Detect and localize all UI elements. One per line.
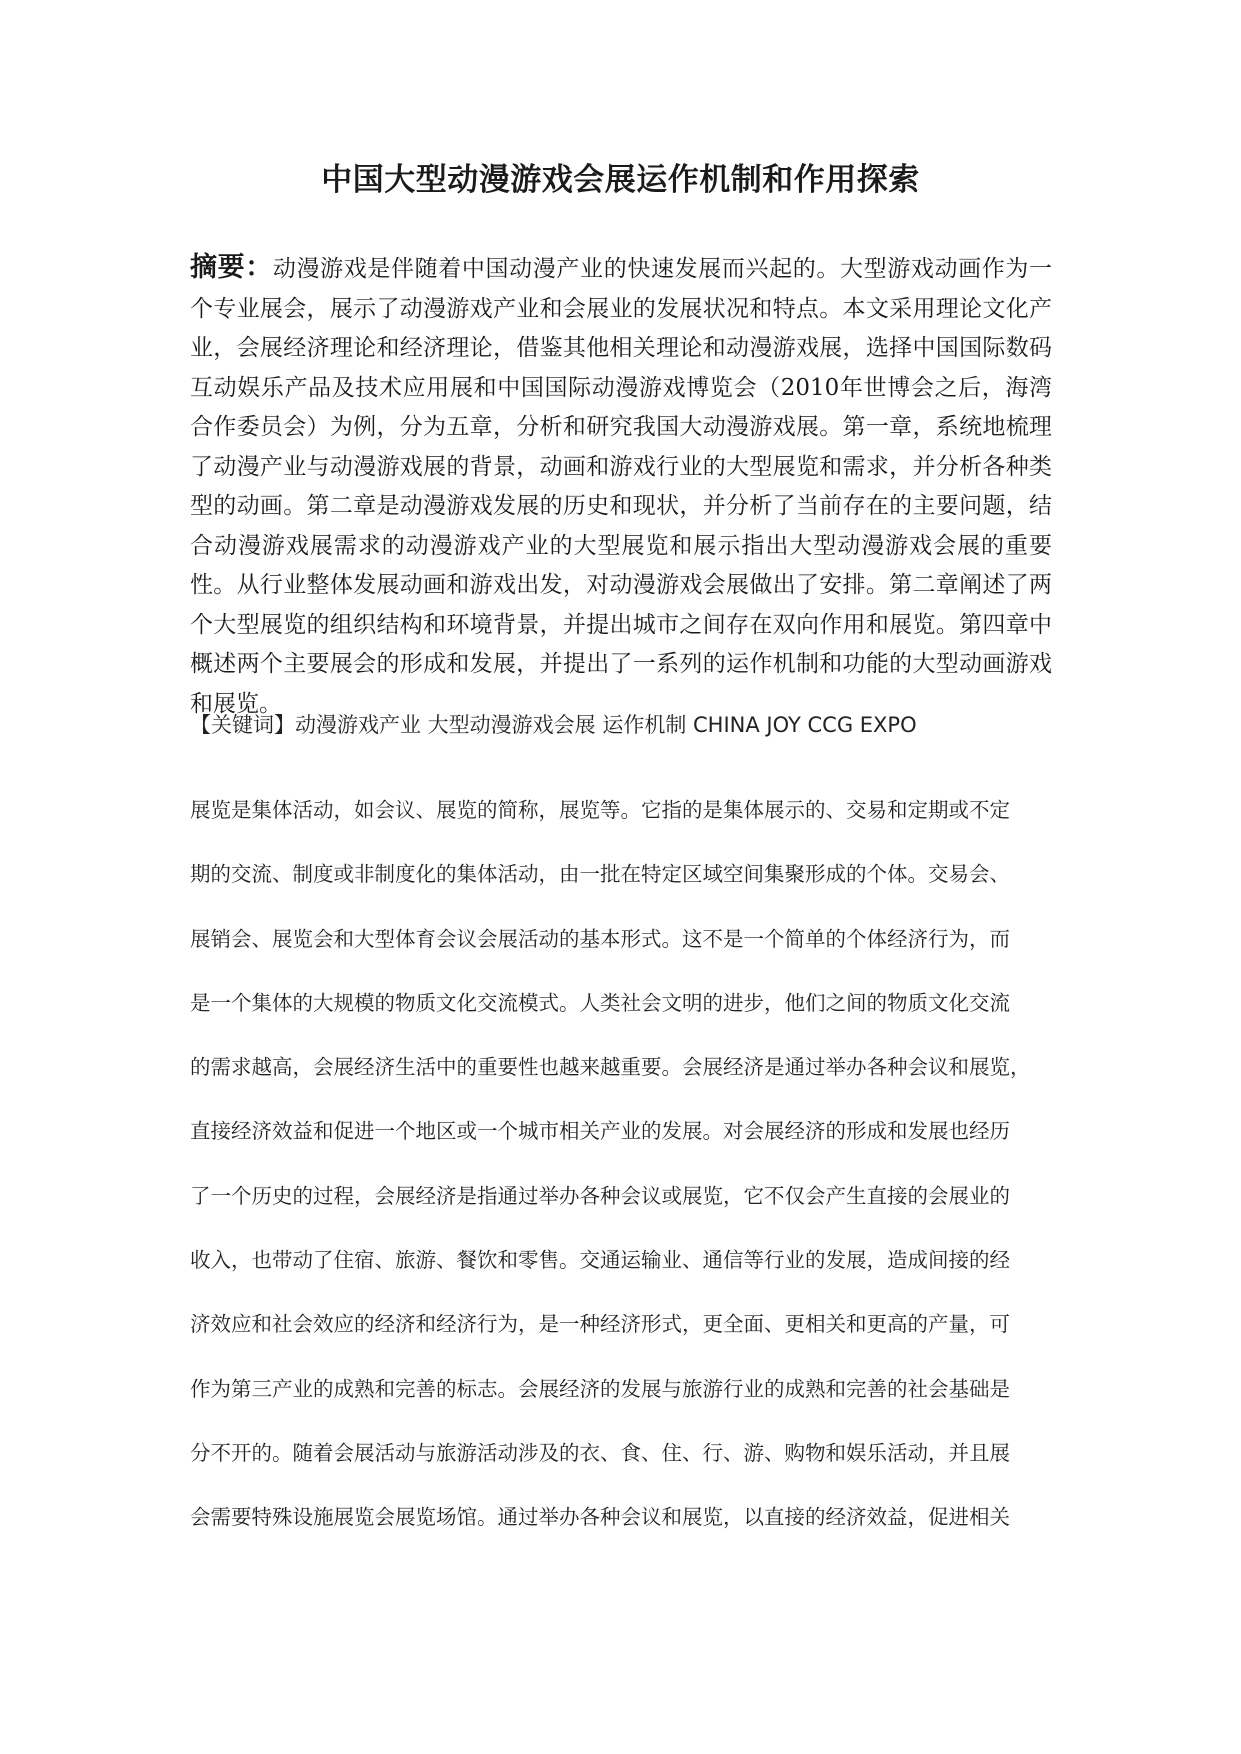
body-line: 的需求越高，会展经济生活中的重要性也越来越重要。会展经济是通过举办各种会议和展览，: [190, 1055, 1031, 1080]
abstract-text: 动漫游戏是伴随着中国动漫产业的快速发展而兴起的。大型游戏动画作为一个专业展会，展示了动漫游戏产业和会展业的发展状况和特点。本文采用理论文化产业，会展经济理论和经济理论，借鉴其他相关理论和动漫游戏展，选择中国国际数码互动娱乐产品及技术应用展和中国国际动漫游戏博览会（2010年世博会之后，海湾合作委员会）为例，分为五章，分析和研究我国大动漫游戏展。第一章，系统地梳理了动漫产业与动漫游戏展的背景，动画和游戏行业的大型展览和需求，并分析各种类型的动画。第二章是动漫游戏发展的历史和现状，并分析了当前存在的主要问题，结合动漫游戏展需求的动漫游戏产业的大型展览和展示指出大型动漫游戏会展的重要性。从行业整体发展动画和游戏出发，对动漫游戏会展做出了安排。第二章阐述了两个大型展览的组织结构和环境背景，并提出城市之间存在双向作用和展览。第四章中概述两个主要展会的形成和发展，并提出了一系列的运作机制和功能的大型动画游戏和展览。: [190, 256, 1053, 717]
body-line: 展销会、展览会和大型体育会议会展活动的基本形式。这不是一个简单的个体经济行为，而: [190, 926, 1010, 951]
body-text: [190, 795, 1070, 1567]
body-line: 是一个集体的大规模的物质文化交流模式。人类社会文明的进步，他们之间的物质文化交流: [190, 990, 1010, 1015]
body-line: 直接经济效益和促进一个地区或一个城市相关产业的发展。对会展经济的形成和发展也经历: [190, 1119, 1010, 1144]
abstract-label: 摘要：: [190, 252, 273, 283]
document-title: 中国大型动漫游戏会展运作机制和作用探索: [321, 162, 920, 198]
body-line: 分不开的。随着会展活动与旅游活动涉及的衣、食、住、行、游、购物和娱乐活动，并且展: [190, 1440, 1010, 1465]
body-line: 会需要特殊设施展览会展览场馆。通过举办各种会议和展览，以直接的经济效益，促进相关: [190, 1505, 1010, 1530]
body-line: 济效应和社会效应的经济和经济行为，是一种经济形式，更全面、更相关和更高的产量，可: [190, 1312, 1010, 1337]
body-line: 了一个历史的过程，会展经济是指通过举办各种会议或展览，它不仅会产生直接的会展业的: [190, 1183, 1010, 1208]
body-line: 期的交流、制度或非制度化的集体活动，由一批在特定区域空间集聚形成的个体。交易会、: [190, 862, 1010, 887]
body-line: 作为第三产业的成熟和完善的标志。会展经济的发展与旅游行业的成熟和完善的社会基础是: [190, 1376, 1010, 1401]
body-line: 展览是集体活动，如会议、展览的简称，展览等。它指的是集体展示的、交易和定期或不定: [190, 798, 1010, 822]
body-line: 收入，也带动了住宿、旅游、餐饮和零售。交通运输业、通信等行业的发展，造成间接的经: [190, 1248, 1010, 1273]
abstract-paragraph: [190, 248, 1052, 724]
keywords-line: 【关键词】动漫游戏产业 大型动漫游戏会展 运作机制 CHINA JOY CCG EXPO: [190, 713, 917, 737]
